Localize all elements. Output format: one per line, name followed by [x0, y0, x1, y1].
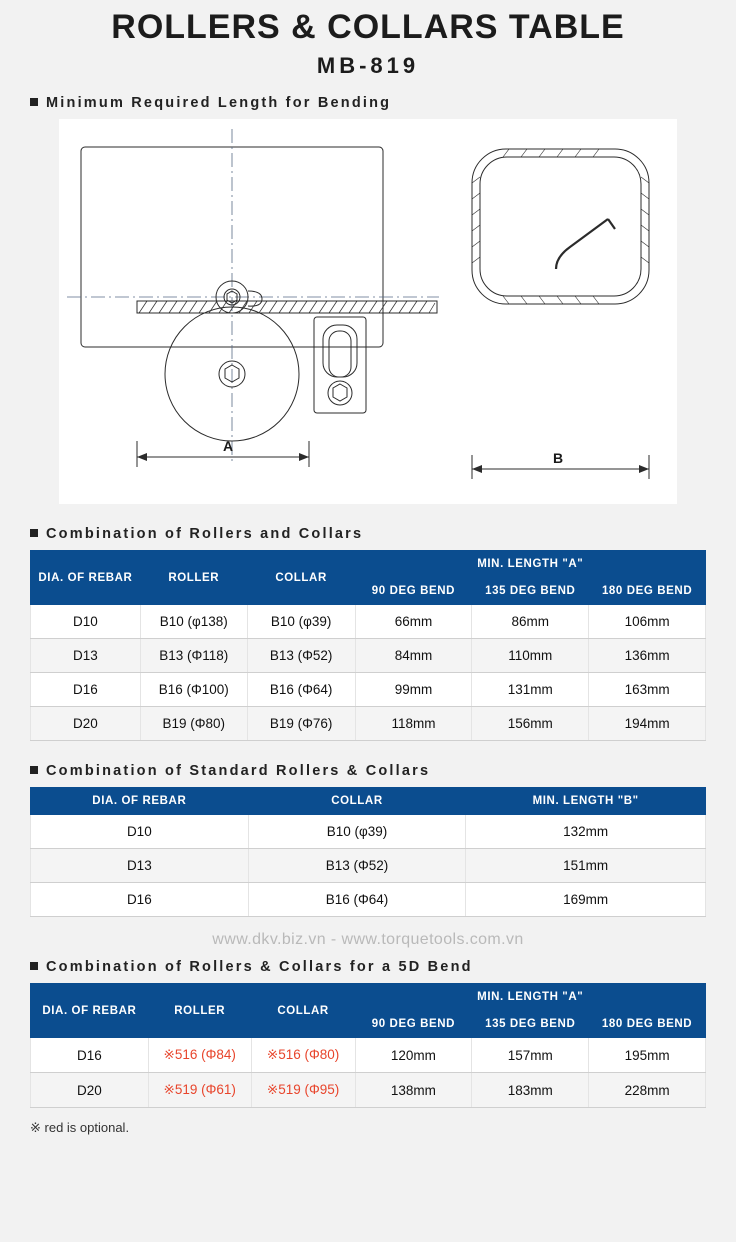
- cell-b180: 163mm: [589, 673, 706, 707]
- col-180-deg-bend: 180 DEG BEND: [589, 1011, 706, 1038]
- table-row: [31, 849, 706, 883]
- five-d-bend-table: [30, 983, 706, 1108]
- cell-b90: 99mm: [355, 673, 472, 707]
- cell-b135: 183mm: [472, 1073, 589, 1108]
- section-heading-table3: [30, 959, 736, 975]
- cell-dia: D13: [31, 639, 141, 673]
- section-heading-figure-label: Minimum Required Length for Bending: [46, 95, 392, 112]
- table-row: [31, 673, 706, 707]
- cell-dia: D16: [31, 883, 249, 917]
- col-collar: COLLAR: [247, 551, 355, 605]
- model-number: MB-819: [316, 53, 420, 79]
- cell-b180: 195mm: [589, 1038, 706, 1073]
- table-header-row: [31, 788, 706, 815]
- cell-collar: B13 (Φ52): [247, 639, 355, 673]
- section-heading-table2-label: Combination of Standard Rollers & Collars: [46, 763, 431, 780]
- col-min-length-b: MIN. LENGTH "B": [466, 788, 706, 815]
- cell-b90: 84mm: [355, 639, 472, 673]
- col-min-length-a: MIN. LENGTH "A": [355, 984, 705, 1011]
- col-180-deg-bend: 180 DEG BEND: [589, 578, 706, 605]
- col-dia-of-rebar: DIA. OF REBAR: [31, 984, 149, 1038]
- col-min-length-a: MIN. LENGTH "A": [355, 551, 705, 578]
- cell-collar: B10 (φ39): [247, 605, 355, 639]
- cell-b135: 156mm: [472, 707, 589, 741]
- section-heading-table1-label: Combination of Rollers and Collars: [46, 526, 364, 543]
- section-heading-table3-label: Combination of Rollers & Collars for a 5D Bend: [46, 959, 473, 976]
- cell-minlen: 169mm: [466, 883, 706, 917]
- cell-dia: D16: [31, 1038, 149, 1073]
- cell-b90: 120mm: [355, 1038, 472, 1073]
- bullet-square-icon: [30, 962, 38, 970]
- cell-roller: ※519 (Φ61): [148, 1073, 251, 1108]
- col-roller: ROLLER: [148, 984, 251, 1038]
- cell-collar: B13 (Φ52): [248, 849, 466, 883]
- bullet-square-icon: [30, 98, 38, 106]
- cell-b135: 110mm: [472, 639, 589, 673]
- bending-diagram-svg: [59, 119, 677, 504]
- cell-collar: B16 (Φ64): [247, 673, 355, 707]
- cell-roller: ※516 (Φ84): [148, 1038, 251, 1073]
- cell-b135: 86mm: [472, 605, 589, 639]
- bending-diagram-figure: [59, 119, 677, 504]
- col-roller: ROLLER: [140, 551, 247, 605]
- table-header-row: [31, 984, 706, 1011]
- cell-b180: 194mm: [589, 707, 706, 741]
- cell-roller: B16 (Φ100): [140, 673, 247, 707]
- watermark-text: www.dkv.biz.vn - www.torquetools.com.vn: [212, 931, 524, 949]
- cell-roller: B13 (Φ118): [140, 639, 247, 673]
- cell-b180: 136mm: [589, 639, 706, 673]
- cell-b180: 106mm: [589, 605, 706, 639]
- cell-dia: D16: [31, 673, 141, 707]
- cell-dia: D20: [31, 1073, 149, 1108]
- cell-roller: B19 (Φ80): [140, 707, 247, 741]
- cell-b90: 138mm: [355, 1073, 472, 1108]
- rollers-collars-table: [30, 550, 706, 741]
- dimension-label-b: B: [553, 450, 564, 467]
- col-dia-of-rebar: DIA. OF REBAR: [31, 551, 141, 605]
- cell-minlen: 151mm: [466, 849, 706, 883]
- section-heading-table2: [30, 763, 736, 779]
- cell-b180: 228mm: [589, 1073, 706, 1108]
- cell-minlen: 132mm: [466, 815, 706, 849]
- col-dia-of-rebar: DIA. OF REBAR: [31, 788, 249, 815]
- cell-roller: B10 (φ138): [140, 605, 247, 639]
- cell-dia: D10: [31, 815, 249, 849]
- cell-collar: B10 (φ39): [248, 815, 466, 849]
- cell-collar: B19 (Φ76): [247, 707, 355, 741]
- bullet-square-icon: [30, 766, 38, 774]
- col-90-deg-bend: 90 DEG BEND: [355, 1011, 472, 1038]
- cell-b90: 118mm: [355, 707, 472, 741]
- dimension-label-a: A: [223, 438, 234, 455]
- cell-b90: 66mm: [355, 605, 472, 639]
- cell-b135: 157mm: [472, 1038, 589, 1073]
- table-row: [31, 707, 706, 741]
- col-collar: COLLAR: [248, 788, 466, 815]
- table-row: [31, 1038, 706, 1073]
- col-collar: COLLAR: [251, 984, 355, 1038]
- standard-rollers-collars-table: [30, 787, 706, 917]
- page-title: ROLLERS & COLLARS TABLE: [111, 8, 625, 46]
- cell-collar: ※516 (Φ80): [251, 1038, 355, 1073]
- cell-collar: B16 (Φ64): [248, 883, 466, 917]
- table-row: [31, 883, 706, 917]
- bullet-square-icon: [30, 529, 38, 537]
- col-90-deg-bend: 90 DEG BEND: [355, 578, 472, 605]
- cell-collar: ※519 (Φ95): [251, 1073, 355, 1108]
- table-row: [31, 605, 706, 639]
- col-135-deg-bend: 135 DEG BEND: [472, 578, 589, 605]
- col-135-deg-bend: 135 DEG BEND: [472, 1011, 589, 1038]
- table-row: [31, 815, 706, 849]
- cell-b135: 131mm: [472, 673, 589, 707]
- table-header-row: [31, 551, 706, 578]
- cell-dia: D20: [31, 707, 141, 741]
- footnote: ※ red is optional.: [30, 1120, 130, 1136]
- table-row: [31, 639, 706, 673]
- cell-dia: D13: [31, 849, 249, 883]
- section-heading-figure: [30, 95, 736, 111]
- section-heading-table1: [30, 526, 736, 542]
- table-row: [31, 1073, 706, 1108]
- cell-dia: D10: [31, 605, 141, 639]
